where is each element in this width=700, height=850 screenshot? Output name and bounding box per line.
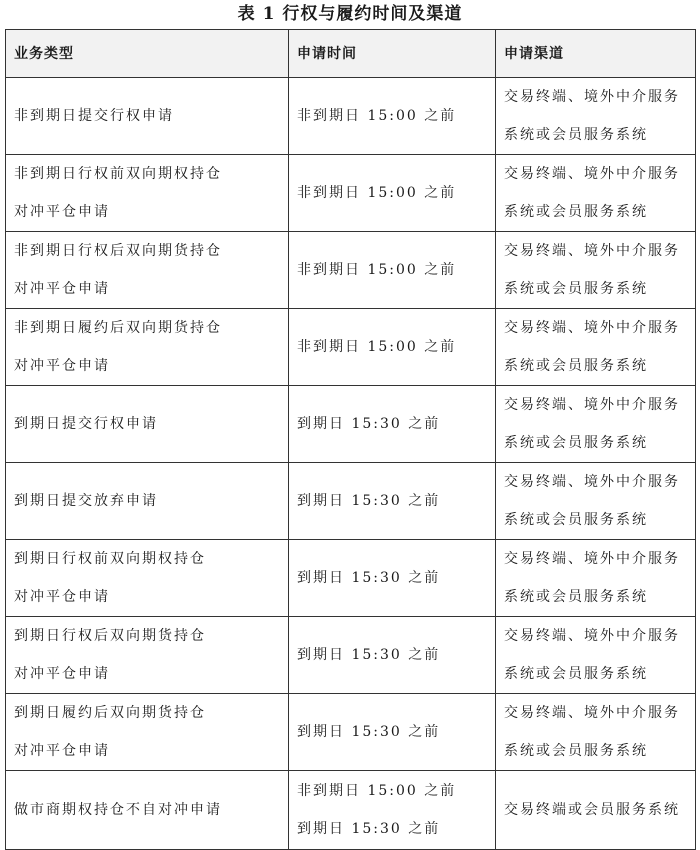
table-row xyxy=(6,309,696,386)
cell-line: 交易终端、境外中介服务 xyxy=(504,320,680,336)
cell-line: 非到期日 15:00 之前 xyxy=(297,339,457,355)
cell-line: 到期日 15:30 之前 xyxy=(297,570,441,586)
cell-line: 系统或会员服务系统 xyxy=(504,358,648,374)
table-row xyxy=(6,617,696,694)
business-type-cell xyxy=(6,771,289,850)
table-row xyxy=(6,232,696,309)
cell-line: 对冲平仓申请 xyxy=(14,666,110,682)
application-channel-cell xyxy=(496,78,696,155)
header-application-time: 申请时间 xyxy=(289,30,496,78)
application-time-cell xyxy=(289,617,496,694)
cell-line: 交易终端、境外中介服务 xyxy=(504,474,680,490)
cell-line: 到期日 15:30 之前 xyxy=(297,493,441,509)
cell-line: 到期日行权前双向期权持仓 xyxy=(14,551,206,567)
exercise-channels-table xyxy=(5,29,696,850)
application-time-cell xyxy=(289,771,496,850)
business-type-cell xyxy=(6,232,289,309)
business-type-cell xyxy=(6,694,289,771)
cell-line: 非到期日 15:00 之前 xyxy=(297,185,457,201)
cell-line: 对冲平仓申请 xyxy=(14,204,110,220)
cell-line: 交易终端、境外中介服务 xyxy=(504,705,680,721)
cell-line: 系统或会员服务系统 xyxy=(504,435,648,451)
application-time-cell xyxy=(289,232,496,309)
business-type-cell xyxy=(6,540,289,617)
table-row xyxy=(6,694,696,771)
header-business-type: 业务类型 xyxy=(6,30,289,78)
application-channel-cell xyxy=(496,309,696,386)
cell-line: 对冲平仓申请 xyxy=(14,743,110,759)
table-row xyxy=(6,771,696,850)
cell-line: 到期日 15:30 之前 xyxy=(297,821,441,837)
cell-line: 交易终端、境外中介服务 xyxy=(504,551,680,567)
application-channel-cell xyxy=(496,463,696,540)
cell-line: 交易终端或会员服务系统 xyxy=(504,802,680,818)
cell-line: 非到期日行权前双向期权持仓 xyxy=(14,166,222,182)
cell-line: 系统或会员服务系统 xyxy=(504,204,648,220)
cell-line: 交易终端、境外中介服务 xyxy=(504,397,680,413)
cell-line: 做市商期权持仓不自对冲申请 xyxy=(14,802,222,818)
application-time-cell xyxy=(289,694,496,771)
cell-line: 系统或会员服务系统 xyxy=(504,127,648,143)
cell-line: 非到期日提交行权申请 xyxy=(14,108,174,124)
cell-line: 对冲平仓申请 xyxy=(14,589,110,605)
cell-line: 到期日 15:30 之前 xyxy=(297,724,441,740)
application-time-cell xyxy=(289,78,496,155)
cell-line: 到期日提交行权申请 xyxy=(14,416,158,432)
cell-line: 非到期日行权后双向期货持仓 xyxy=(14,243,222,259)
application-channel-cell xyxy=(496,617,696,694)
business-type-cell xyxy=(6,463,289,540)
cell-line: 非到期日 15:00 之前 xyxy=(297,108,457,124)
application-time-cell xyxy=(289,309,496,386)
cell-line: 系统或会员服务系统 xyxy=(504,666,648,682)
table-row xyxy=(6,540,696,617)
header-application-channel: 申请渠道 xyxy=(496,30,696,78)
table-row xyxy=(6,155,696,232)
cell-line: 交易终端、境外中介服务 xyxy=(504,628,680,644)
cell-line: 系统或会员服务系统 xyxy=(504,512,648,528)
application-channel-cell xyxy=(496,232,696,309)
cell-line: 非到期日 15:00 之前 xyxy=(297,262,457,278)
application-time-cell xyxy=(289,463,496,540)
cell-line: 到期日履约后双向期货持仓 xyxy=(14,705,206,721)
table-row xyxy=(6,386,696,463)
business-type-cell xyxy=(6,155,289,232)
table-header-row xyxy=(6,30,696,78)
cell-line: 系统或会员服务系统 xyxy=(504,743,648,759)
cell-line: 对冲平仓申请 xyxy=(14,358,110,374)
cell-line: 系统或会员服务系统 xyxy=(504,589,648,605)
cell-line: 到期日 15:30 之前 xyxy=(297,647,441,663)
business-type-cell xyxy=(6,309,289,386)
cell-line: 交易终端、境外中介服务 xyxy=(504,89,680,105)
cell-line: 到期日 15:30 之前 xyxy=(297,416,441,432)
cell-line: 对冲平仓申请 xyxy=(14,281,110,297)
cell-line: 非到期日 15:00 之前 xyxy=(297,783,457,799)
cell-line: 交易终端、境外中介服务 xyxy=(504,243,680,259)
application-channel-cell xyxy=(496,540,696,617)
table-row xyxy=(6,463,696,540)
application-channel-cell xyxy=(496,155,696,232)
table-body xyxy=(6,78,696,850)
application-channel-cell xyxy=(496,771,696,850)
application-time-cell xyxy=(289,386,496,463)
cell-line: 交易终端、境外中介服务 xyxy=(504,166,680,182)
business-type-cell xyxy=(6,78,289,155)
table-row xyxy=(6,78,696,155)
application-time-cell xyxy=(289,540,496,617)
cell-line: 到期日行权后双向期货持仓 xyxy=(14,628,206,644)
table-caption: 表 1 行权与履约时间及渠道 xyxy=(237,4,463,24)
cell-line: 系统或会员服务系统 xyxy=(504,281,648,297)
business-type-cell xyxy=(6,617,289,694)
cell-line: 到期日提交放弃申请 xyxy=(14,493,158,509)
cell-line: 非到期日履约后双向期货持仓 xyxy=(14,320,222,336)
application-channel-cell xyxy=(496,694,696,771)
business-type-cell xyxy=(6,386,289,463)
application-time-cell xyxy=(289,155,496,232)
application-channel-cell xyxy=(496,386,696,463)
